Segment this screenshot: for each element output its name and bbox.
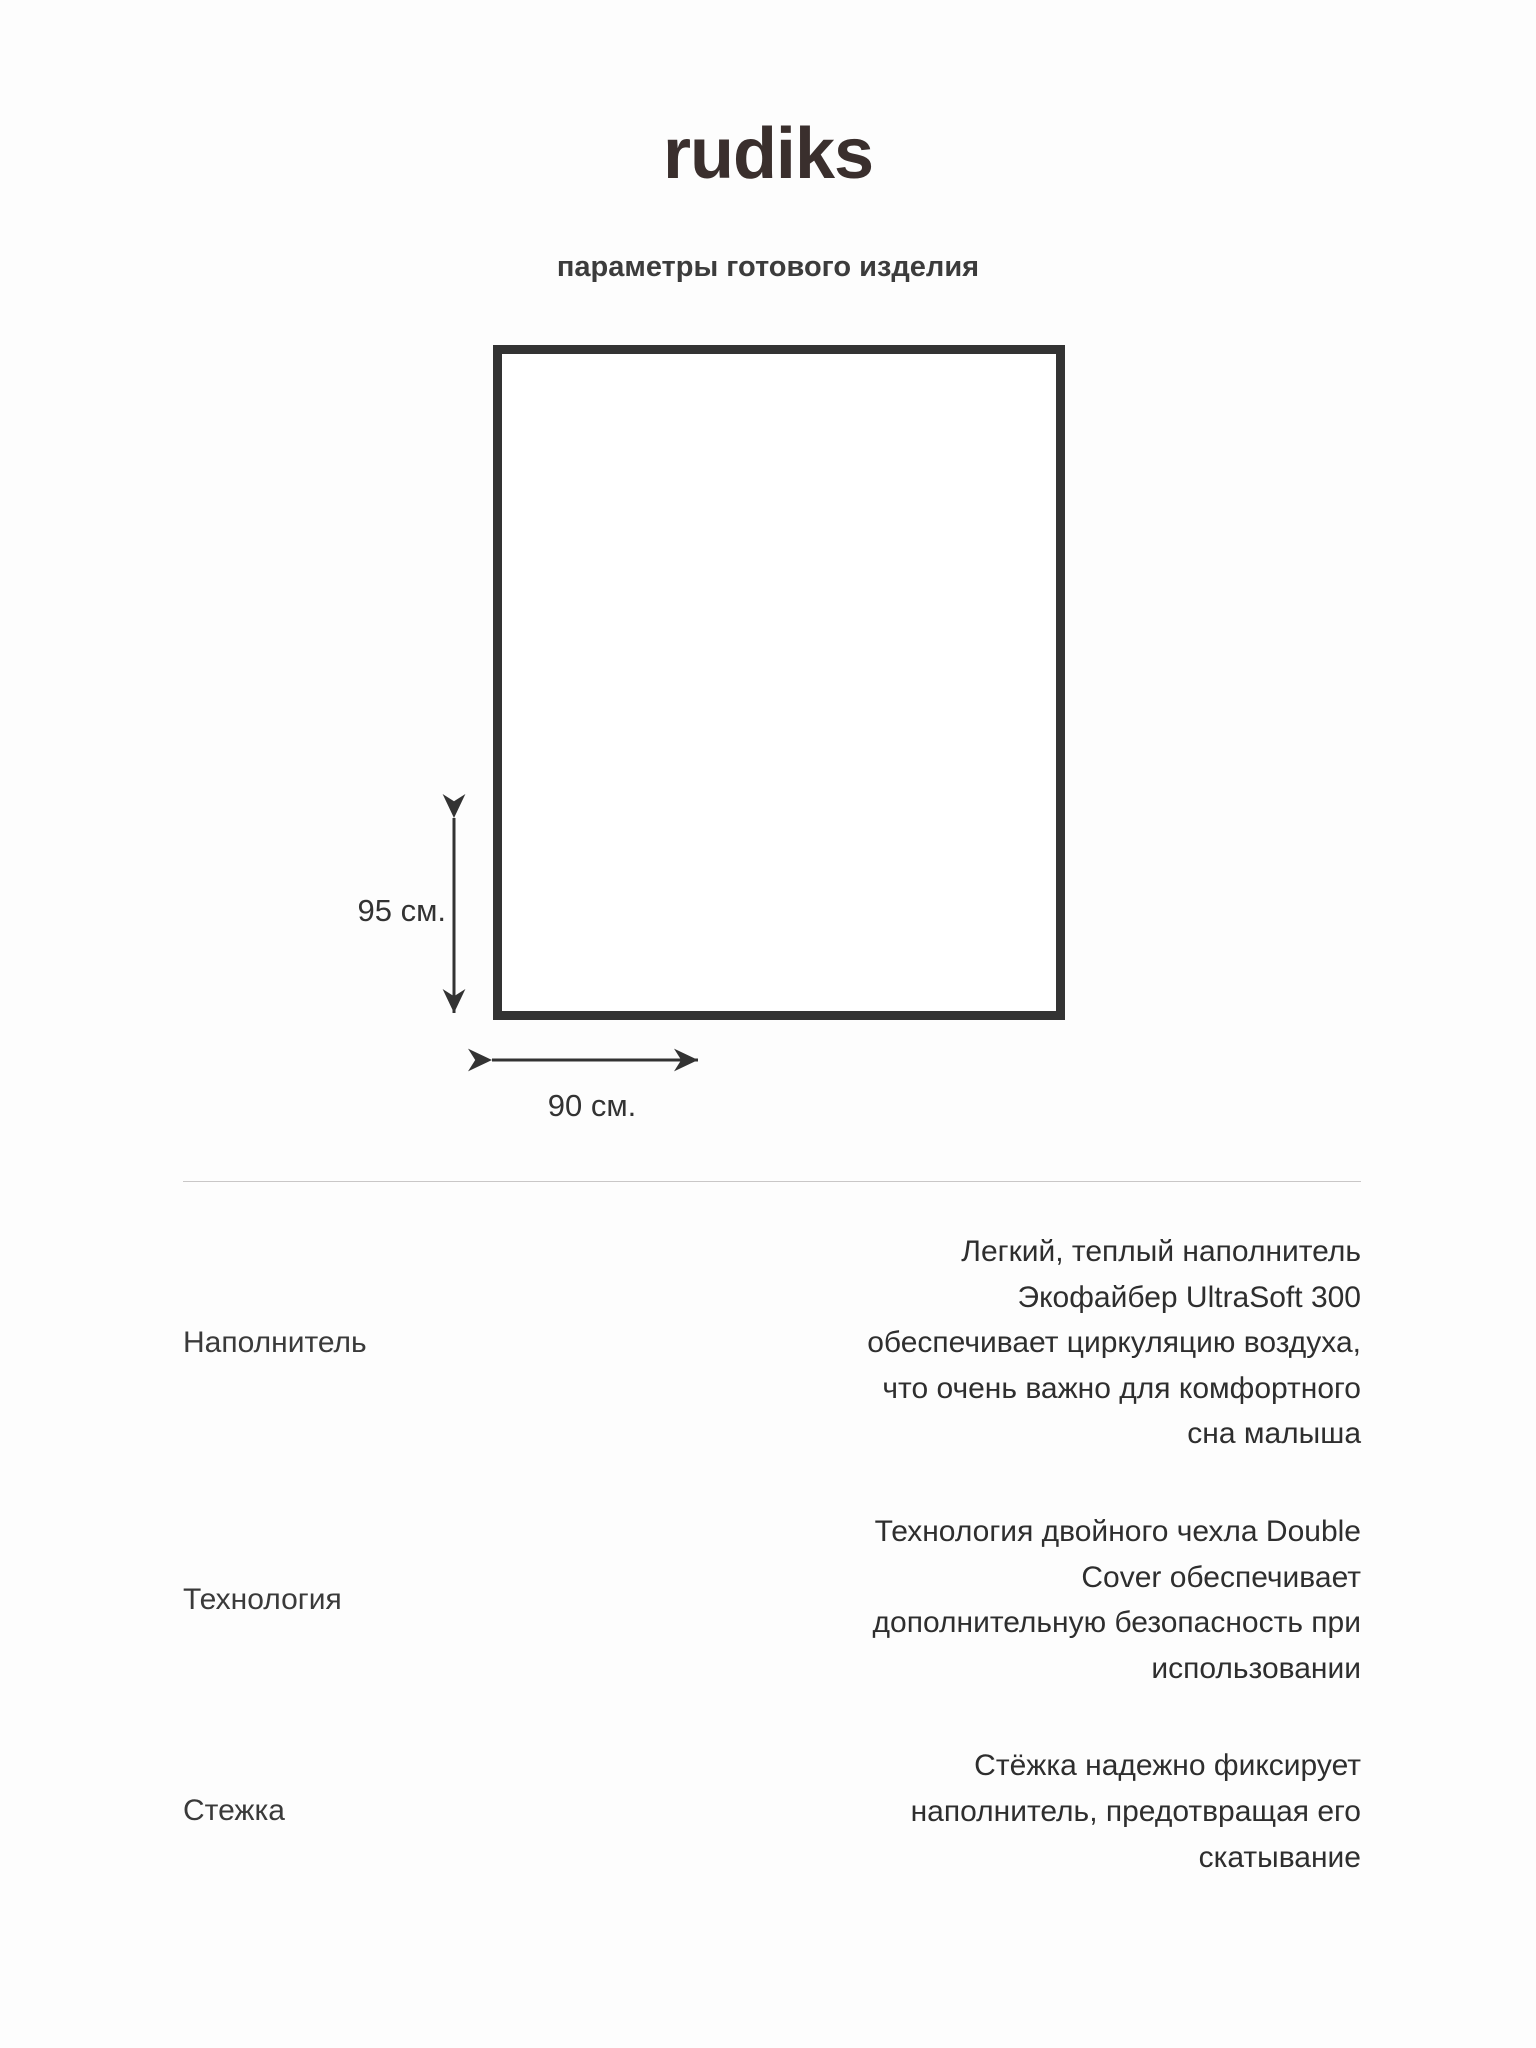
spec-label-technology: Технология bbox=[183, 1582, 342, 1616]
spec-value-quilting: Стёжка надежно фиксирует наполнитель, предотвращая его скатывание bbox=[910, 1749, 1361, 1874]
spec-table bbox=[183, 1229, 1361, 1932]
dimension-label-height: 95 см. bbox=[357, 893, 446, 928]
dimension-label-width: 90 см. bbox=[547, 1088, 637, 1123]
table-row bbox=[183, 1229, 1361, 1457]
spec-value-filler: Легкий, теплый наполнитель Экофайбер UltraSoft 300 обеспечивает циркуляцию воздуха, что очень важно для комфортного сна малыша bbox=[867, 1235, 1361, 1451]
section-divider bbox=[183, 1181, 1361, 1182]
product-outline-rectangle bbox=[493, 345, 1065, 1020]
table-row bbox=[183, 1743, 1361, 1880]
brand-logo: rudiks bbox=[662, 114, 874, 194]
spec-label-filler: Наполнитель bbox=[183, 1325, 367, 1359]
spec-value-technology: Технология двойного чехла Double Cover обеспечивает дополнительную безопасность при использовании bbox=[872, 1514, 1361, 1685]
page-subtitle: параметры готового изделия bbox=[556, 251, 980, 283]
spec-label-quilting: Стежка bbox=[183, 1794, 285, 1828]
table-row bbox=[183, 1509, 1361, 1691]
